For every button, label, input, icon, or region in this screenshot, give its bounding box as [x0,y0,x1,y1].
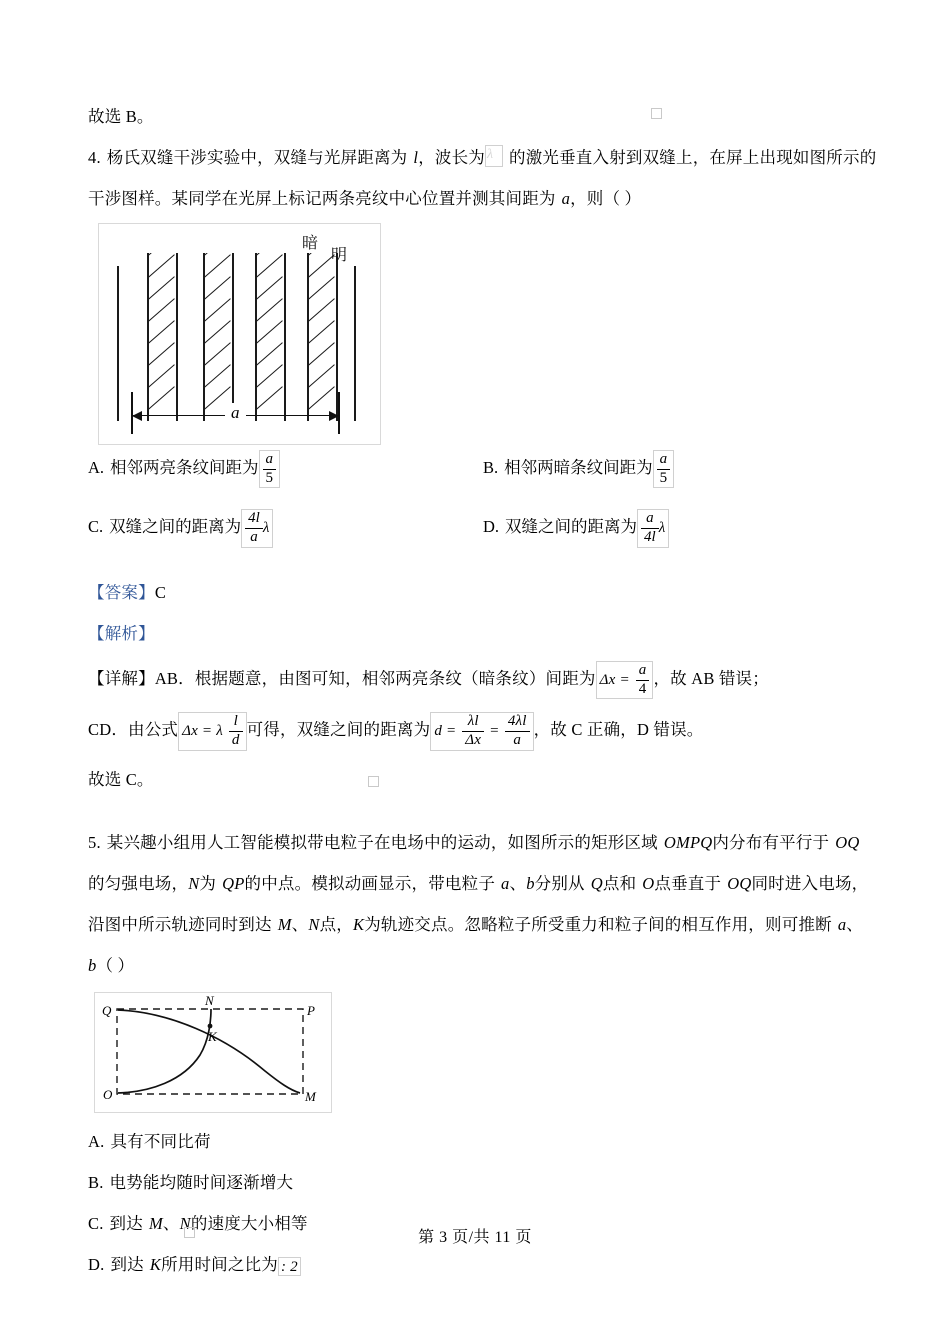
q5-option-C-var1: M [148,1213,163,1233]
dark-band-3 [255,253,286,421]
q5-option-D[interactable] [88,1244,870,1285]
band-line-right [232,253,234,421]
q5-option-A-text: 具有不同比荷 [110,1131,211,1151]
point-label-K: K [208,1028,217,1044]
q5-var-OQ2: OQ [727,873,752,893]
cd-f2-eq: = [490,723,499,740]
q5-l2a: 的匀强电场， [88,873,189,893]
delta-x-lhs: Δx = [599,671,630,688]
fringe-edge-right [354,266,356,421]
intersection-point-K [208,1023,213,1028]
option-C-text: 双缝之间的距离为 [109,517,242,537]
point-label-O: O [103,1086,113,1102]
option-B-key: B. [483,458,499,477]
q5-option-A-key: A. [88,1131,105,1151]
option-A-text: 相邻两亮条纹间距为 [110,458,259,477]
question4-conclusion: 故选 C。 [88,769,154,789]
q5-option-D-text3: 所用时间之比为 [161,1254,278,1274]
lambda-formula-box: λ [485,145,503,167]
q5-l2g: 点垂直于 [654,873,722,893]
option-B-text: 相邻两暗条纹间距为 [504,458,653,477]
q5-l1b: 内分布有平行于 [712,832,830,852]
question5-number: 5. [88,832,101,852]
dimension-label-a: a [225,403,246,423]
q5-option-D-formula-box [278,1257,301,1276]
q5-l2d: 、 [509,873,527,893]
cd-f1-lhs: Δx = λ [182,723,223,740]
q5-l1a: 某兴趣小组用人工智能模拟带电粒子在电场中的运动，如图所示的矩形区域 [106,832,658,852]
option-C-formula-box [241,509,273,548]
q5-var-a: a [501,873,510,893]
previous-answer-line [88,96,870,137]
detail-cd-prefix: CD．由公式 [88,720,179,740]
q5-option-C-text: 到达 [109,1213,143,1233]
cd-f2-num1: λl [462,714,484,732]
cd-f2-den2: a [513,732,522,749]
delta-x-formula-box [596,661,654,700]
option-A[interactable] [88,450,280,486]
cd-f2-num2: 4λl [505,714,530,732]
question5-stem-line3 [88,904,870,945]
question4-stem-part1: 杨氏双缝干涉实验中，双缝与光屏距离为 [106,148,408,167]
q5-var-M: M [277,914,292,934]
q5-l3b: 、 [291,914,309,934]
trajectory-diagram-svg [95,993,331,1112]
q5-var-b2: b [88,955,97,975]
q5-option-C-var2: N [179,1213,191,1233]
q5-option-B-text: 电势能均随时间逐渐增大 [109,1172,294,1192]
question5-stem-line4 [88,945,870,986]
option-B-num: a [657,452,671,470]
q5-l3e: 、 [846,914,863,934]
q5-var-N: N [188,873,200,893]
option-C-key: C. [88,517,104,537]
q5-l4end: （ ） [96,955,135,975]
option-A-num: a [263,452,277,470]
delta-x-den: 4 [638,680,647,697]
footer-text: 第 3 页/共 11 页 [418,1229,532,1246]
band-line-right [176,253,178,421]
delta-x-num: a [636,663,650,681]
question4-number: 4. [88,148,101,167]
page-content [88,96,877,1285]
question4-options-row-cd [88,506,870,547]
q5-option-D-formula: : 2 [280,1258,298,1275]
band-hatching [149,253,176,421]
q5-l2b: 为 [199,873,217,893]
option-D-den: 4l [644,529,656,546]
q5-var-a2: a [837,914,847,934]
dimension-arrow-left-icon [132,411,142,421]
cd-f2-lhs: d = [434,723,457,740]
q5-var-OMPQ: OMPQ [663,832,713,852]
detail-ab-prefix: AB．根据题意，由图可知，相邻两亮条纹（暗条纹）间距为 [154,668,596,688]
q5-l3c: 点， [319,914,353,934]
answer-value: C [154,582,167,602]
option-D-key: D. [483,517,500,537]
detail-label: 【详解】 [88,668,155,688]
bright-fringe-label: 明 [331,247,348,264]
option-D-formula-box [637,509,669,548]
q5-l2e: 分别从 [534,873,585,893]
option-D[interactable] [483,506,669,547]
option-A-key: A. [88,458,105,477]
detail-cd-suffix: ，故 C 正确，D 错误。 [533,720,704,740]
dark-fringe-label: 暗 [302,235,319,252]
question4-conclusion-line [88,759,870,800]
option-D-tail: λ [658,520,666,537]
cd-f2-den1: Δx [465,732,482,749]
trajectory-curve-a [118,1010,300,1093]
detail-line-cd [88,709,870,750]
previous-answer-text: 故选 B。 [88,107,154,126]
option-D-text: 双缝之间的距离为 [505,517,638,537]
dark-band-4 [307,253,338,421]
question4-stem-part2: ，波长为 [418,148,485,167]
detail-ab-suffix: ，故 AB 错误； [653,668,769,688]
dark-band-2 [203,253,234,421]
cd-f1-den: d [231,732,240,749]
question4-stem-line2-text: 干涉图样。某同学在光屏上标记两条亮纹中心位置并测其间距为 [88,189,556,208]
band-hatching [309,253,336,421]
q5-option-D-text: 到达 [110,1254,144,1274]
band-hatching [257,253,284,421]
rectangle-OMPQ-figure [94,992,332,1113]
double-slit-interference-figure [98,223,381,445]
option-A-den: 5 [265,469,274,486]
q5-option-A[interactable] [88,1121,870,1162]
analysis-label: 【解析】 [88,623,155,643]
q5-l3a: 沿图中所示轨迹同时到达 [88,914,272,934]
q5-option-B-key: B. [88,1172,104,1192]
question5-stem-line2 [88,863,870,904]
point-label-M: M [305,1088,316,1104]
dark-band-1 [147,253,178,421]
q5-var-O: O [642,873,655,893]
q5-option-C-text3: 的速度大小相等 [190,1213,308,1233]
trajectory-curve-b [118,1009,211,1093]
band-line-right [284,253,286,421]
q5-option-D-var1: K [149,1254,162,1274]
option-C-tail: λ [262,520,270,537]
fringe-edge-left [117,266,119,421]
detail-cd-mid: 可得，双缝之间的距离为 [246,720,431,740]
question4-stem-part3: 的激光垂直入射到双缝上，在屏上出现如图所示的 [509,148,877,167]
question4-options-row-ab [88,447,870,488]
option-B-formula-box [653,450,675,489]
question4-stem-line1 [88,137,877,178]
cd-f1-num: l [229,714,243,732]
option-A-formula-box [259,450,281,489]
dimension-arrow-right-icon [329,411,339,421]
q5-l3d: 为轨迹交点。忽略粒子所受重力和粒子间的相互作用，则可推断 [364,914,832,934]
option-C-den: a [250,529,258,546]
q5-l2f: 点和 [602,873,637,893]
option-B-den: 5 [659,469,668,486]
option-B[interactable] [483,447,674,488]
q5-option-D-key: D. [88,1254,105,1274]
question4-stem-line2 [88,178,870,219]
page-footer [0,1224,950,1247]
d-equals-formula-box [430,712,533,751]
detail-line-ab [88,658,870,699]
option-C-num: 4l [245,511,263,529]
q5-l2c: 的中点。模拟动画显示，带电粒子 [244,873,496,893]
analysis-line [88,613,870,654]
point-label-Q: Q [102,1002,112,1018]
q5-option-C-key: C. [88,1213,104,1233]
q5-var-Q: Q [590,873,603,893]
question4-var-l: l [413,148,419,167]
q5-option-B[interactable] [88,1162,870,1203]
option-D-num: a [641,511,659,529]
option-C[interactable] [88,510,273,546]
q5-var-OQ: OQ [835,832,860,852]
point-label-P: P [307,1002,315,1018]
answer-line [88,572,870,613]
placeholder-box-icon [368,776,379,787]
band-hatching [205,253,232,421]
q5-var-QP: QP [222,873,245,893]
q5-l2h: 同时进入电场， [751,873,869,893]
answer-label: 【答案】 [88,582,155,602]
q5-var-K: K [352,914,365,934]
q5-option-C-text2: 、 [162,1213,180,1233]
question4-stem-line2-end: ，则（ ） [570,189,642,208]
question5-stem-line1 [88,822,870,863]
deltax-lambda-formula-box [178,712,246,751]
q5-var-N2: N [308,914,320,934]
q5-var-b: b [526,873,535,893]
point-label-N: N [205,992,214,1008]
question4-var-a: a [561,189,571,208]
